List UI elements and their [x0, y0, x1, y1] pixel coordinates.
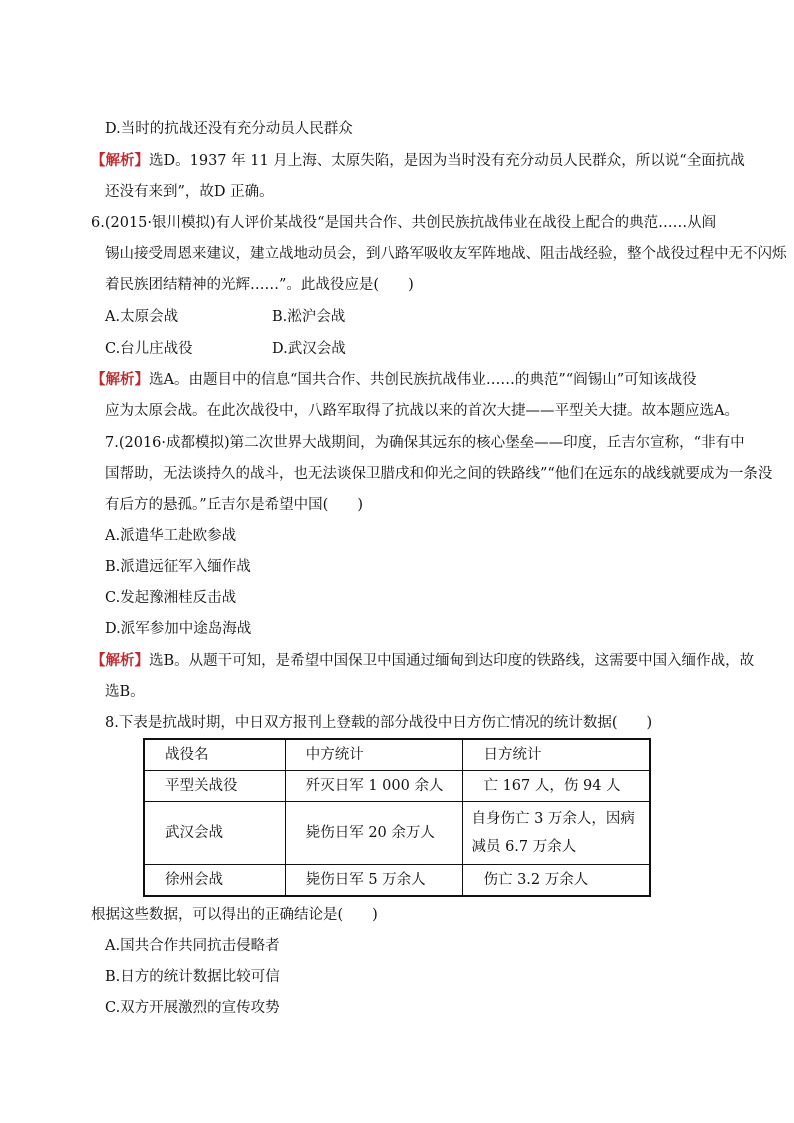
q6-option-c: C.台儿庄战役 [105, 341, 193, 357]
q6-analysis-line-2: 应为太原会战。在此次战役中，八路军取得了抗战以来的首次大捷——平型关大捷。故本题应选A。 [105, 403, 739, 419]
q7-option-b: B.派遣远征军入缅作战 [105, 559, 251, 575]
q7-stem-line-3: 有后方的悬孤。”丘吉尔是希望中国( ) [105, 497, 363, 513]
q7-analysis-line-1 [91, 650, 754, 672]
analysis-tag: 【解析】 [91, 152, 149, 169]
q8-option-b: B.日方的统计数据比较可信 [105, 969, 280, 985]
table-cell: 武汉会战 [144, 802, 285, 865]
table-cell: 亡 167 人，伤 94 人 [463, 771, 650, 802]
table-header-cell: 战役名 [144, 739, 285, 771]
table-row [144, 771, 650, 802]
table-header-cell: 中方统计 [285, 739, 463, 771]
q6-analysis-text-1: 选A。由题目中的信息“国共合作、共创民族抗战伟业……的典范”“阎锡山”可知该战役 [149, 372, 697, 388]
q6-stem-line-3: 着民族团结精神的光辉……”。此战役应是( ) [105, 277, 414, 293]
table-cell: 歼灭日军 1 000 余人 [285, 771, 463, 802]
q8-question: 根据这些数据，可以得出的正确结论是( ) [91, 907, 378, 923]
q6-analysis-line-1 [91, 369, 697, 391]
q5-analysis-line-2: 还没有来到”，故D 正确。 [105, 184, 274, 200]
table-cell: 毙伤日军 5 万余人 [285, 865, 463, 897]
table-cell: 平型关战役 [144, 771, 285, 802]
analysis-tag: 【解析】 [91, 371, 149, 388]
q6-stem-line-2: 锡山接受周恩来建议，建立战地动员会，到八路军吸收友军阵地战、阻击战经验，整个战役过程中无不闪烁 [105, 246, 787, 262]
q7-option-c: C.发起豫湘桂反击战 [105, 590, 237, 606]
casualty-stats-table [143, 738, 651, 897]
analysis-tag: 【解析】 [91, 652, 149, 669]
q7-option-a: A.派遣华工赴欧参战 [105, 528, 237, 544]
table-cell: 毙伤日军 20 余万人 [285, 802, 463, 865]
q8-option-c: C.双方开展激烈的宣传攻势 [105, 1000, 280, 1016]
q5-analysis-text-1: 选D。1937 年 11 月上海、太原失陷，是因为当时没有充分动员人民群众，所以说“全面抗战 [149, 153, 745, 169]
q8-stem: 8.下表是抗战时期，中日双方报刊上登载的部分战役中日方伤亡情况的统计数据( ) [105, 715, 653, 731]
table-cell: 徐州会战 [144, 865, 285, 897]
q6-stem-line-1: 6.(2015·银川模拟)有人评价某战役“是国共合作、共创民族抗战伟业在战役上配合的典范……从阎 [91, 215, 717, 231]
table-header-cell: 日方统计 [463, 739, 650, 771]
table-row [144, 865, 650, 897]
q5-analysis-line-1 [91, 150, 745, 172]
table-cell [463, 802, 650, 865]
q7-option-d: D.派军参加中途岛海战 [105, 621, 252, 637]
q5-option-d: D.当时的抗战还没有充分动员人民群众 [105, 121, 353, 137]
q7-analysis-line-2: 选B。 [105, 684, 145, 700]
q6-option-d: D.武汉会战 [272, 341, 346, 357]
q6-option-a: A.太原会战 [105, 309, 179, 325]
q6-option-b: B.淞沪会战 [272, 309, 346, 325]
q7-stem-line-2: 国帮助，无法谈持久的战斗，也无法谈保卫腊戌和仰光之间的铁路线”“他们在远东的战线就要成为一条没 [105, 466, 773, 482]
q8-option-a: A.国共合作共同抗击侵略者 [105, 938, 280, 954]
q7-analysis-text-1: 选B。从题干可知，是希望中国保卫中国通过缅甸到达印度的铁路线，这需要中国入缅作战，故 [149, 653, 755, 669]
q7-stem-line-1: 7.(2016·成都模拟)第二次世界大战期间，为确保其远东的核心堡垒——印度，丘吉尔宣称，“非有中 [105, 435, 745, 451]
table-row [144, 802, 650, 865]
table-header-row [144, 739, 650, 771]
table-cell-text: 自身伤亡 3 万余人，因病减员 6.7 万余人 [471, 811, 635, 855]
table-cell: 伤亡 3.2 万余人 [463, 865, 650, 897]
